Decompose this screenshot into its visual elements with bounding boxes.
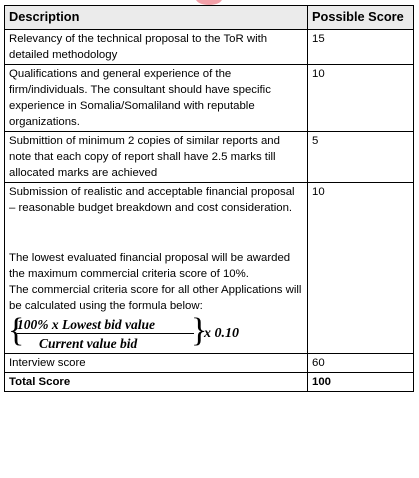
criteria-score: 10 [308, 183, 414, 354]
formula-intro-paragraph: The commercial criteria score for all other Applications will be calculated using the formula below: [9, 284, 302, 312]
score-formula [8, 312, 303, 352]
criteria-description: Submission of realistic and acceptable financial proposal – reasonable budget breakdown and cost consideration. [9, 186, 295, 214]
criteria-description: Interview score [5, 354, 308, 373]
lowest-bid-paragraph: The lowest evaluated financial proposal will be awarded the maximum commercial criteria score of 10%. [9, 252, 291, 280]
criteria-description: Relevancy of the technical proposal to the ToR with detailed methodology [5, 30, 308, 65]
formula-fraction-bar [17, 333, 194, 334]
description-column-header: Description [5, 6, 308, 30]
table-row [5, 30, 414, 65]
criteria-score: 15 [308, 30, 414, 65]
formula-denominator: Current value bid [39, 336, 138, 351]
formula-multiplier: x 0.10 [204, 326, 239, 341]
criteria-score: 5 [308, 132, 414, 183]
table-row [5, 354, 414, 373]
total-score-value: 100 [308, 373, 414, 392]
total-score-label: Total Score [5, 373, 308, 392]
spacer [9, 216, 303, 250]
formula-right-brace: } [191, 312, 208, 349]
table-header-row [5, 6, 414, 30]
formula-numerator: 100% x Lowest bid value [17, 317, 155, 332]
criteria-score: 60 [308, 354, 414, 373]
table-row [5, 65, 414, 132]
formula-left-brace: { [8, 312, 25, 349]
criteria-score: 10 [308, 65, 414, 132]
financial-criteria-cell [5, 183, 308, 354]
table-row [5, 132, 414, 183]
possible-score-column-header: Possible Score [308, 6, 414, 30]
criteria-description: Qualifications and general experience of the firm/individuals. The consultant should have specific experience in Somalia/Somaliland with reputable organizations. [5, 65, 308, 132]
criteria-description: Submittion of minimum 2 copies of similar reports and note that each copy of report shall have 2.5 marks till allocated marks are achieved [5, 132, 308, 183]
evaluation-criteria-table [4, 5, 414, 392]
total-row [5, 373, 414, 392]
table-row [5, 183, 414, 354]
